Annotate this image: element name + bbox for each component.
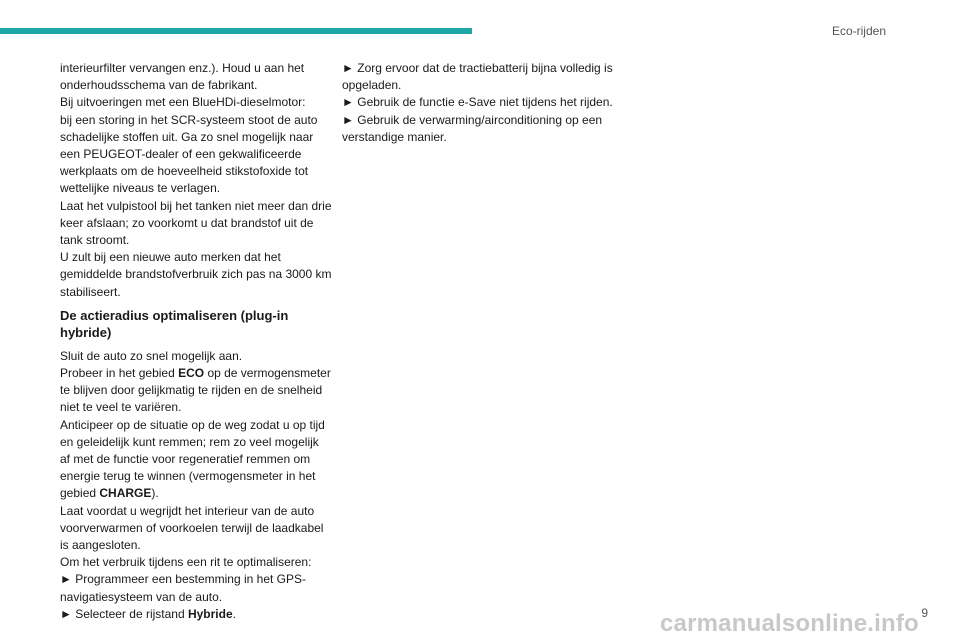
text-run: op de vermogensmeter te blijven door gelijkmatig te rijden en de snelheid niet te veel te variëren. — [60, 366, 331, 415]
paragraph — [60, 417, 332, 503]
bullet-item — [342, 94, 617, 111]
paragraph: Sluit de auto zo snel mogelijk aan. — [60, 348, 243, 363]
paragraph: Om het verbruik tijdens een rit te optimaliseren: — [60, 555, 312, 570]
left-column — [60, 60, 332, 623]
header-accent-bar — [0, 28, 472, 34]
paragraph: interieurfilter vervangen enz.). Houd u aan het onderhoudsschema van de fabrikant. — [60, 61, 305, 93]
paragraph: Laat het vulpistool bij het tanken niet meer dan drie keer afslaan; zo voorkomt u dat brandstof uit de tank stroomt. — [60, 198, 332, 248]
bullet-text: Programmeer een bestemming in het GPS-navigatiesysteem van de auto. — [60, 572, 306, 604]
bullet-arrow-icon: ► — [342, 112, 354, 127]
bullet-arrow-icon: ► — [60, 606, 72, 621]
paragraph: Laat voordat u wegrijdt het interieur van de auto voorverwarmen of voorkoelen terwijl de laadkabel is aangesloten. — [60, 503, 324, 553]
paragraph: bij een storing in het SCR-systeem stoot de auto schadelijke stoffen uit. Ga zo snel mogelijk naar een PEUGEOT-dealer of een gekwalificeerde werkplaats om de hoeveelheid stikstofoxide tot wettelijke niveaus te verlagen. — [60, 112, 318, 196]
bullet-item — [60, 571, 332, 605]
bullet-item — [342, 112, 617, 146]
bullet-text: Selecteer de rijstand — [75, 606, 188, 621]
text-run: Probeer in het gebied — [60, 366, 179, 381]
text-run: ). — [151, 486, 159, 501]
page-number: 9 — [921, 606, 928, 620]
section-title: Eco-rijden — [831, 24, 886, 38]
bullet-item — [342, 60, 617, 94]
bullet-arrow-icon: ► — [60, 572, 72, 587]
paragraph: Bij uitvoeringen met een BlueHDi-dieselmotor: — [60, 95, 306, 110]
watermark: carmanualsonline.info — [660, 610, 919, 637]
bullet-text: Gebruik de functie e-Save niet tijdens het rijden. — [357, 95, 613, 110]
paragraph — [60, 365, 332, 417]
paragraph: U zult bij een nieuwe auto merken dat het gemiddelde brandstofverbruik zich pas na 3000 km stabiliseert. — [60, 250, 332, 299]
text-run: . — [232, 606, 236, 621]
bullet-item — [60, 606, 332, 623]
text-run: Anticipeer op de situatie op de weg zodat u op tijd en geleidelijk kunt remmen; rem zo veel mogelijk af met de functie voor regeneratief remmen om energie terug te winnen (vermogensmeter in het gebied — [60, 417, 325, 501]
hybride-term: Hybride — [187, 606, 233, 621]
charge-term: CHARGE — [99, 486, 152, 501]
bullet-text: Zorg ervoor dat de tractiebatterij bijna volledig is opgeladen. — [342, 61, 613, 93]
right-column — [342, 60, 617, 146]
section-heading: De actieradius optimaliseren (plug-in hybride) — [60, 307, 289, 340]
bullet-text: Gebruik de verwarming/airconditioning op een verstandige manier. — [342, 112, 603, 144]
bullet-arrow-icon: ► — [342, 95, 354, 110]
bullet-arrow-icon: ► — [342, 61, 354, 75]
eco-term: ECO — [178, 366, 205, 381]
